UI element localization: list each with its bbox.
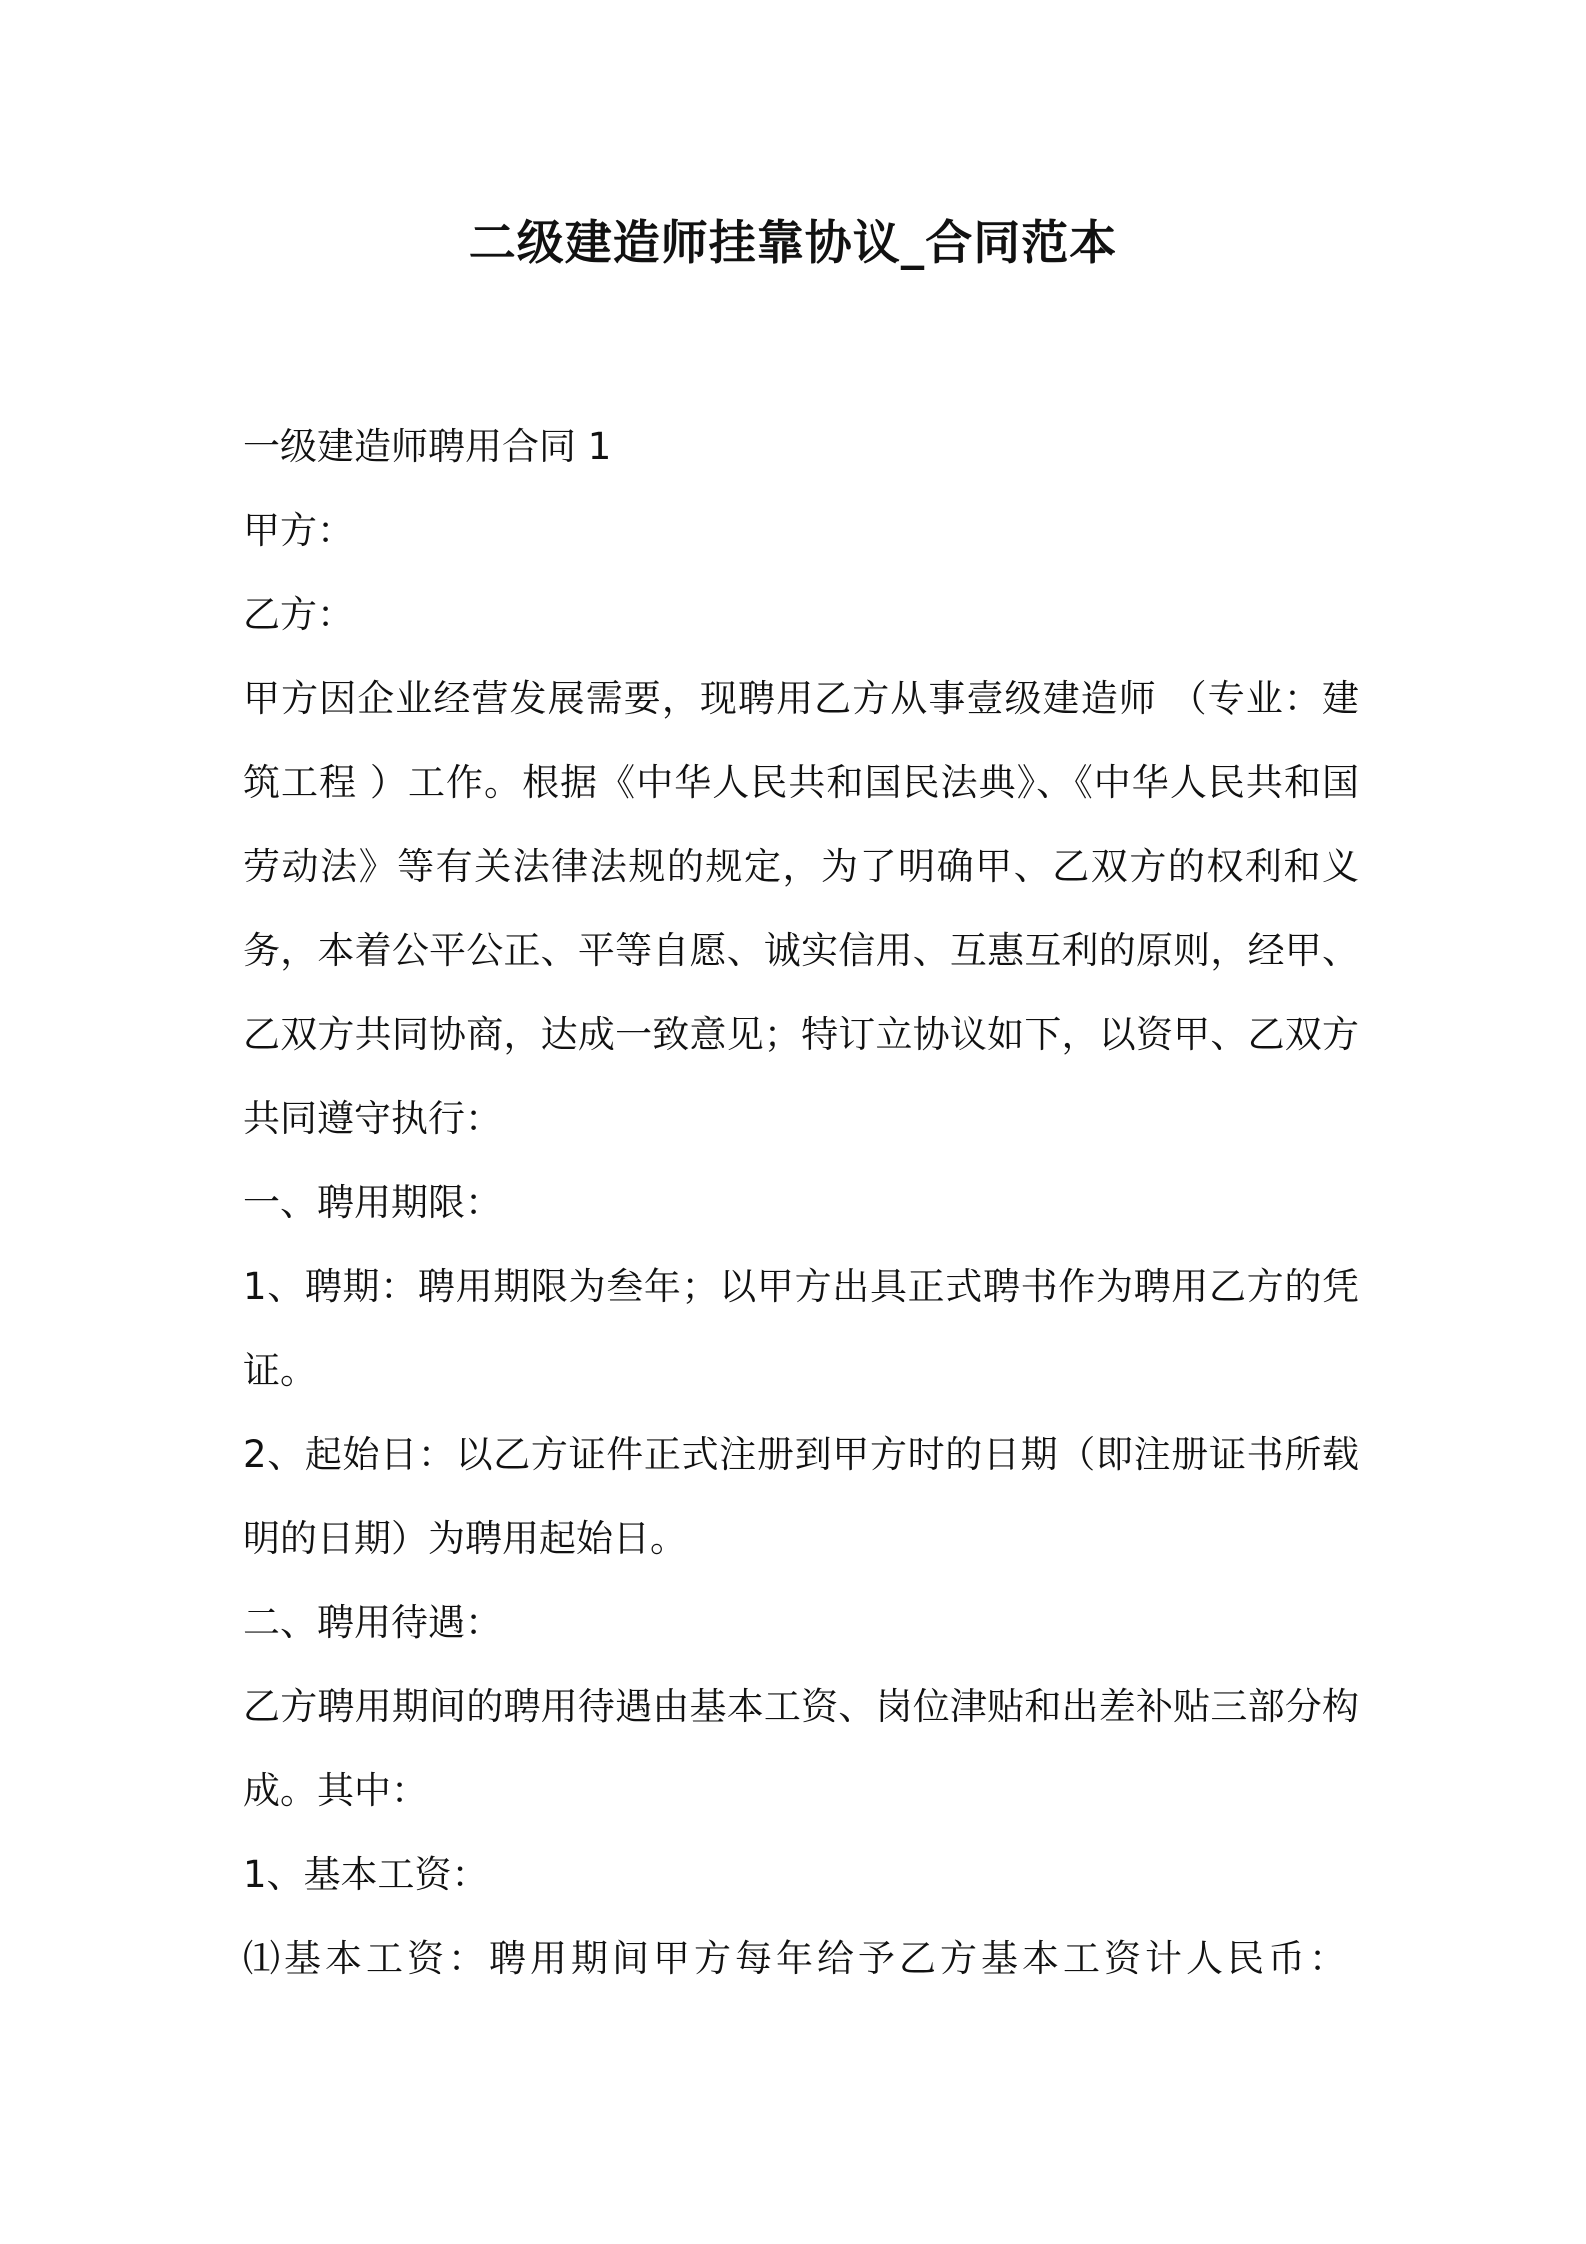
clause-start-date: 2、起始日：以乙方证件正式注册到甲方时的日期（即注册证书所载明的日期）为聘用起始日。 bbox=[243, 1433, 1359, 1560]
subsection-base-salary: 1、基本工资： bbox=[243, 1853, 489, 1896]
compensation-paragraph: 乙方聘用期间的聘用待遇由基本工资、岗位津贴和出差补贴三部分构成。其中： bbox=[243, 1685, 1359, 1812]
party-a-line: 甲方： bbox=[243, 509, 354, 552]
clause-base-salary: ⑴基本工资：聘用期间甲方每年给予乙方基本工资计人民币： bbox=[243, 1937, 1350, 1980]
section-heading-compensation: 二、聘用待遇： bbox=[243, 1601, 502, 1644]
party-b-line: 乙方： bbox=[243, 593, 354, 636]
document-title: 二级建造师挂靠协议_合同范本 bbox=[468, 216, 1118, 271]
document-body bbox=[243, 405, 1359, 2001]
preamble-paragraph: 甲方因企业经营发展需要，现聘用乙方从事壹级建造师 （专业：建筑工程 ）工作。根据《中华人民共和国民法典》、《中华人民共和国劳动法》等有关法律法规的规定，为了明确甲、乙双方的权利和义务，本着公平公正、平等自愿、诚实信用、互惠互利的原则，经甲、乙双方共同协商，达成一致意见；特订立协议如下，以资甲、乙双方共同遵守执行： bbox=[243, 677, 1359, 1140]
contract-heading: 一级建造师聘用合同 1 bbox=[243, 425, 612, 468]
clause-term-period: 1、聘期：聘用期限为叁年；以甲方出具正式聘书作为聘用乙方的凭证。 bbox=[243, 1265, 1359, 1392]
section-heading-term: 一、聘用期限： bbox=[243, 1181, 502, 1224]
